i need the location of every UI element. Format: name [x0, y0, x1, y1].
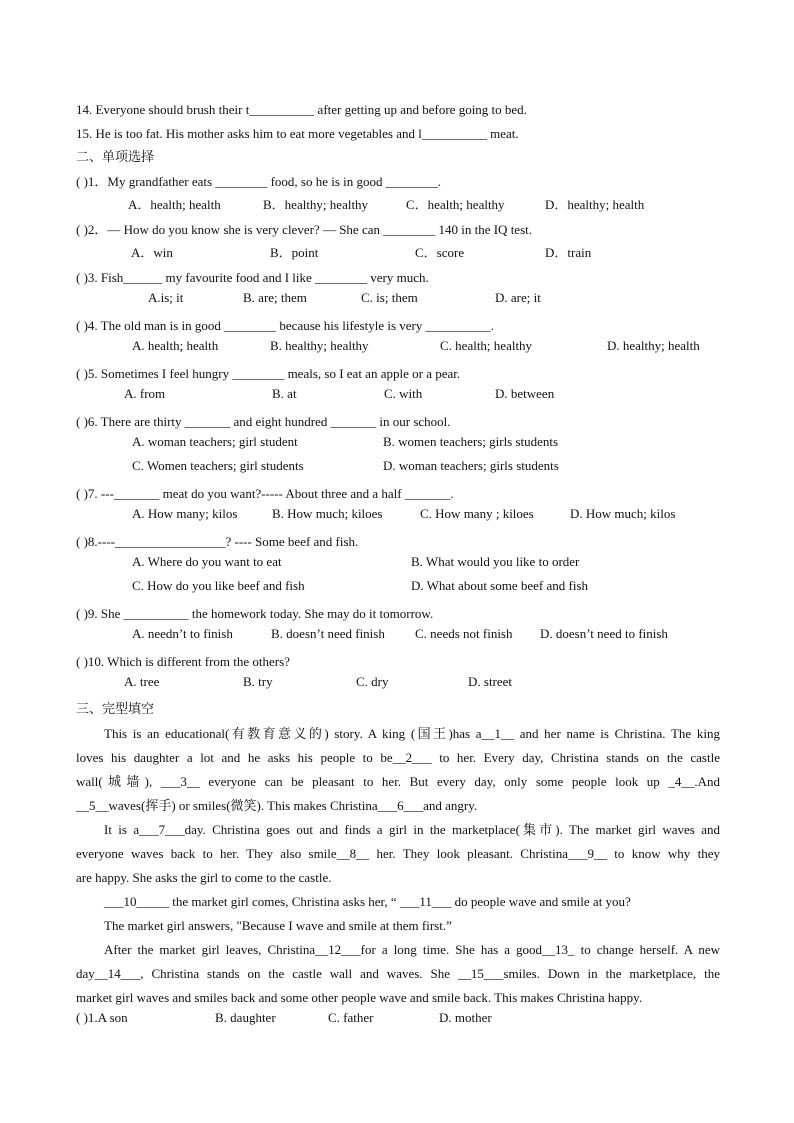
- fill-item-15: 15. He is too fat. His mother asks him to eat more vegetables and l__________ meat.: [76, 126, 519, 141]
- option-a: A. from: [124, 386, 166, 401]
- mc-question-2: ( )2．— How do you know she is very clever? — She can ________ 140 in the IQ test.: [76, 222, 532, 237]
- cloze-question-1-stem: ( )1.A son: [76, 1010, 128, 1025]
- mc-question-8: ( )8.----_________________? ---- Some beef and fish.: [76, 534, 359, 549]
- option-c: C．score: [415, 245, 465, 260]
- cloze-line: wall(城墙), ___3__ everyone can be pleasant to her. But every day, only some people look up _4__.And: [76, 774, 720, 789]
- cloze-line: After the market girl leaves, Christina__12___for a long time. She has a good__13_ to change herself. A new: [104, 942, 720, 957]
- option-a: A. health; health: [132, 338, 219, 353]
- option-b: B. daughter: [215, 1010, 276, 1025]
- cloze-passage: [76, 722, 720, 1010]
- section-title-multiple-choice: 二、单项选择: [76, 150, 155, 165]
- mc-options-4: [76, 338, 720, 362]
- mc-options-5: [76, 386, 720, 410]
- cloze-line: loves his daughter a lot and he asks his people to be__2___ to her. Every day, Christina stands on the castle: [76, 750, 720, 765]
- option-a: A. How many; kilos: [132, 506, 238, 521]
- option-c: C. health; healthy: [440, 338, 533, 353]
- mc-question-1: ( )1．My grandfather eats ________ food, so he is in good ________.: [76, 174, 442, 189]
- mc-question-10: ( )10. Which is different from the others?: [76, 654, 290, 669]
- option-b: B．healthy; healthy: [263, 197, 369, 212]
- cloze-question-1: [76, 1010, 720, 1034]
- option-b: B. women teachers; girls students: [383, 434, 559, 449]
- mc-options-2: [76, 242, 720, 266]
- option-b: B. at: [272, 386, 297, 401]
- option-d: D．train: [545, 245, 592, 260]
- cloze-line: The market girl answers, "Because I wave and smile at them first.”: [104, 918, 452, 933]
- mc-question-7: ( )7. ---_______ meat do you want?----- About three and a half _______.: [76, 486, 454, 501]
- mc-options-7: [76, 506, 720, 530]
- option-d: D. What about some beef and fish: [411, 578, 589, 593]
- option-c: C. with: [384, 386, 423, 401]
- mc-options-6-row1: [76, 434, 720, 458]
- option-b: B．point: [270, 245, 319, 260]
- option-b: B. are; them: [243, 290, 307, 305]
- mc-options-10: [76, 674, 720, 698]
- cloze-line: ___10_____ the market girl comes, Christina asks her, “ ___11___ do people wave and smile at you?: [104, 894, 631, 909]
- mc-question-3: ( )3. Fish______ my favourite food and I like ________ very much.: [76, 270, 429, 285]
- option-a: A．health; health: [128, 197, 221, 212]
- option-b: B. doesn’t need finish: [271, 626, 385, 641]
- option-a: A. tree: [124, 674, 160, 689]
- option-d: D. between: [495, 386, 555, 401]
- mc-question-9: ( )9. She __________ the homework today. She may do it tomorrow.: [76, 606, 434, 621]
- fill-item-14: 14. Everyone should brush their t__________ after getting up and before going to bed.: [76, 102, 527, 117]
- option-b: B. healthy; healthy: [270, 338, 369, 353]
- option-b: B. How much; kiloes: [272, 506, 383, 521]
- option-b: B. try: [243, 674, 273, 689]
- cloze-line: everyone waves back to her. They also smile__8__ her. They look pleasant. Christina___9__ to know why they: [76, 846, 720, 861]
- option-a: A. woman teachers; girl student: [132, 434, 298, 449]
- mc-options-8-row1: [76, 554, 720, 578]
- option-c: C. father: [328, 1010, 374, 1025]
- mc-options-1: [76, 194, 720, 218]
- option-a: A. Where do you want to eat: [132, 554, 282, 569]
- mc-options-9: [76, 626, 720, 650]
- option-d: D. How much; kilos: [570, 506, 676, 521]
- option-c: C. How many ; kiloes: [420, 506, 534, 521]
- mc-options-8-row2: [76, 578, 720, 602]
- option-a: A.is; it: [148, 290, 184, 305]
- mc-options-6-row2: [76, 458, 720, 482]
- cloze-line: __5__waves(挥手) or smiles(微笑). This makes Christina___6___and angry.: [76, 798, 478, 813]
- cloze-line: day__14___, Christina stands on the castle wall and waves. She __15___smiles. Down in the marketplace, the: [76, 966, 720, 981]
- mc-options-3: [76, 290, 720, 314]
- option-c: C. needs not finish: [415, 626, 513, 641]
- option-b: B. What would you like to order: [411, 554, 580, 569]
- option-c: C. is; them: [361, 290, 418, 305]
- worksheet-page: [76, 98, 720, 1034]
- option-c: C. dry: [356, 674, 389, 689]
- option-d: D. street: [468, 674, 513, 689]
- cloze-line: are happy. She asks the girl to come to the castle.: [76, 870, 332, 885]
- option-a: A．win: [131, 245, 173, 260]
- mc-question-5: ( )5. Sometimes I feel hungry ________ meals, so I eat an apple or a pear.: [76, 366, 461, 381]
- cloze-line: This is an educational(有教育意义的) story. A king (国王)has a__1__ and her name is Christina. The king: [104, 726, 720, 741]
- option-d: D. doesn’t need to finish: [540, 626, 668, 641]
- mc-question-6: ( )6. There are thirty _______ and eight hundred _______ in our school.: [76, 414, 451, 429]
- option-c: C. Women teachers; girl students: [132, 458, 304, 473]
- option-d: D. woman teachers; girls students: [383, 458, 559, 473]
- option-d: D. are; it: [495, 290, 541, 305]
- section-title-cloze: 三、完型填空: [76, 702, 155, 717]
- option-c: C. How do you like beef and fish: [132, 578, 305, 593]
- cloze-line: market girl waves and smiles back and some other people wave and smile back. This makes Christina happy.: [76, 990, 643, 1005]
- option-a: A. needn’t to finish: [132, 626, 233, 641]
- mc-question-4: ( )4. The old man is in good ________ because his lifestyle is very __________.: [76, 318, 494, 333]
- option-d: D. healthy; health: [607, 338, 700, 353]
- option-d: D. mother: [439, 1010, 492, 1025]
- option-c: C．health; healthy: [406, 197, 505, 212]
- option-d: D．healthy; health: [545, 197, 645, 212]
- cloze-line: It is a___7___day. Christina goes out and finds a girl in the marketplace(集市). The market girl waves and: [104, 822, 720, 837]
